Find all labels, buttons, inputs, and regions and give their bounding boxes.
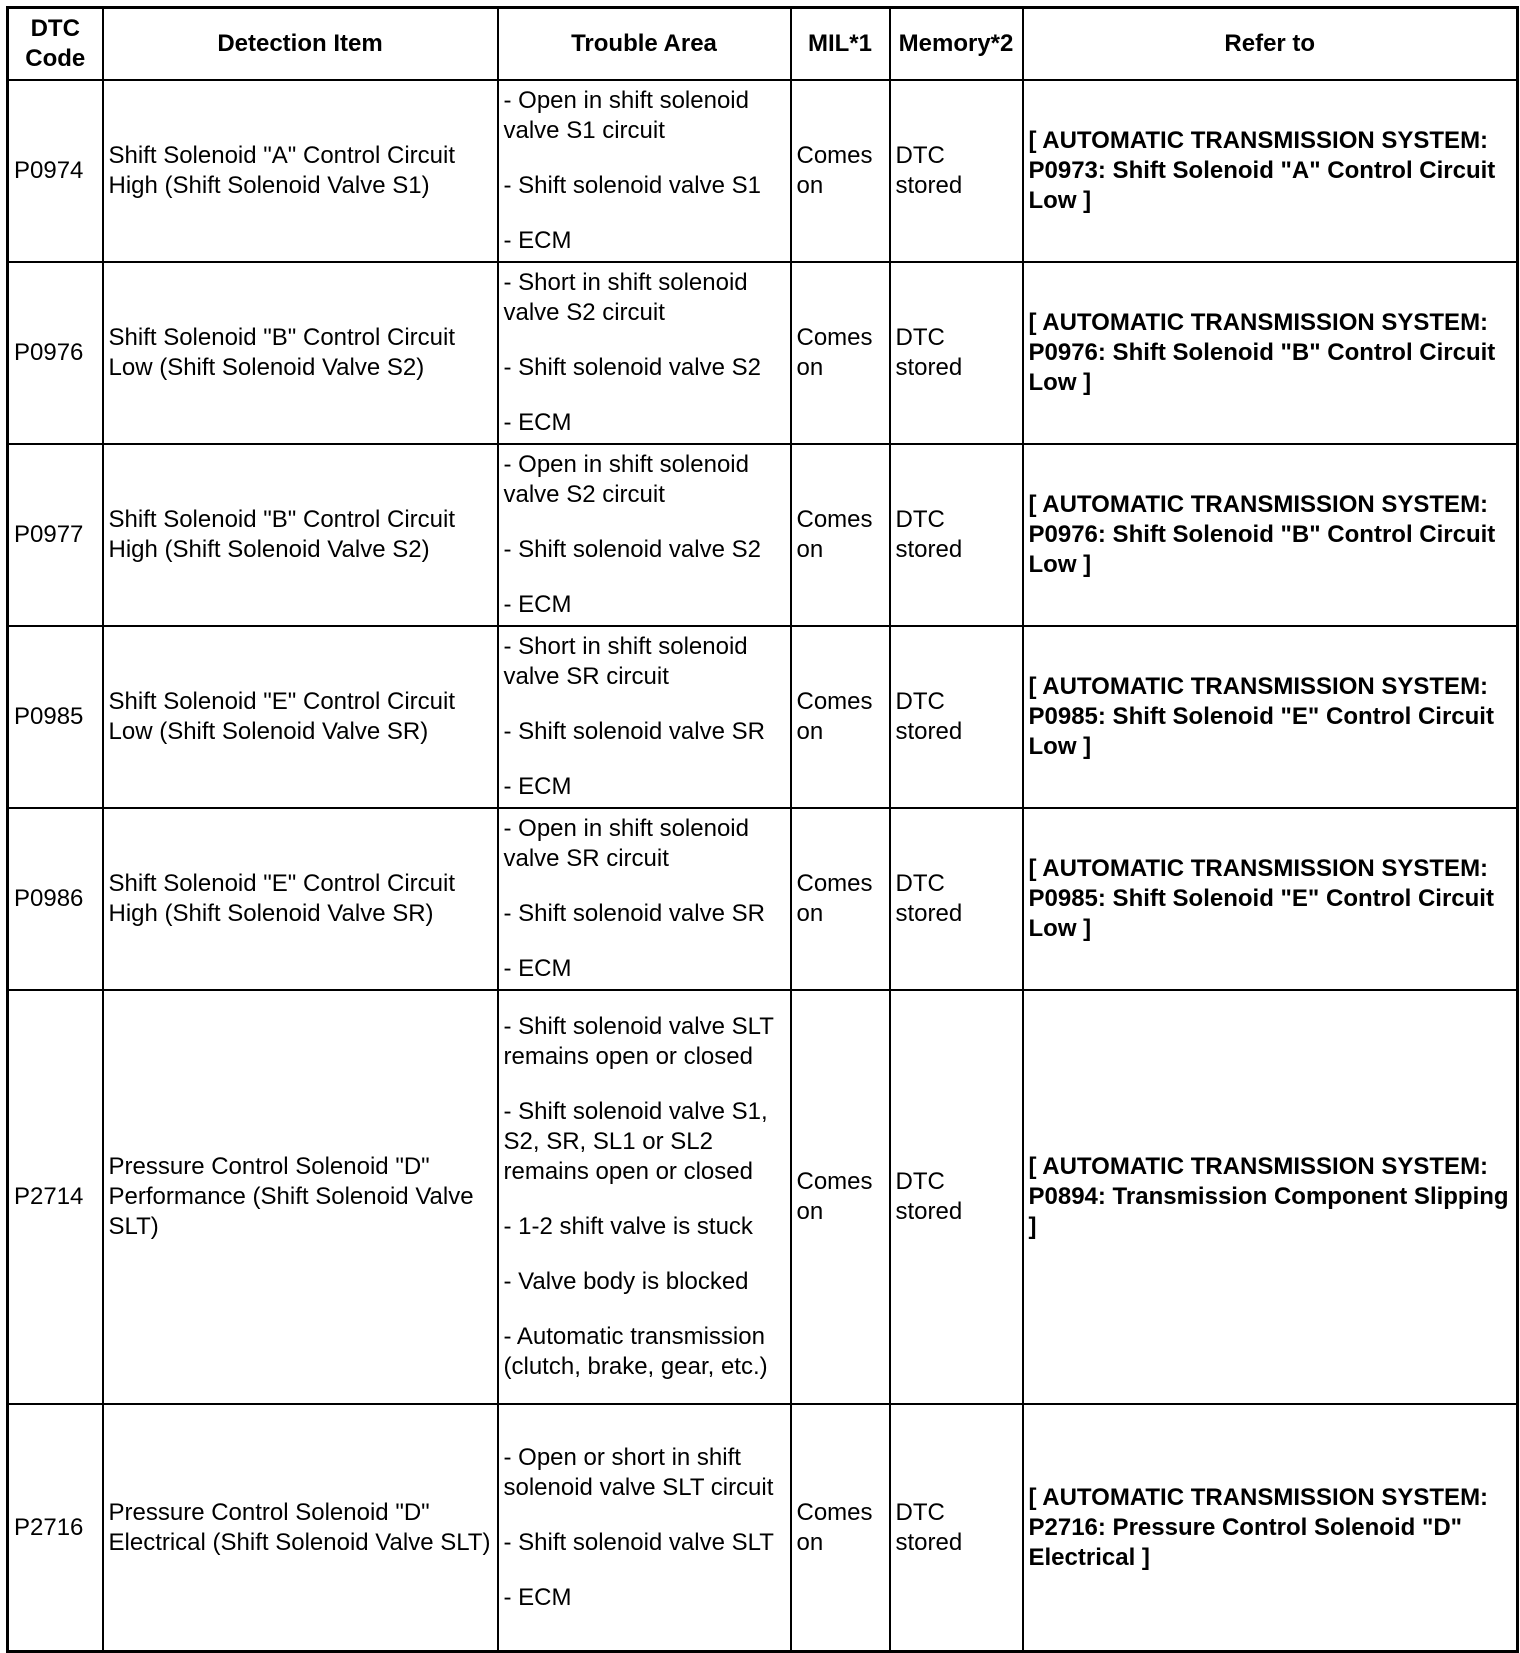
header-memory: Memory*2: [890, 8, 1023, 81]
header-refer-to: Refer to: [1023, 8, 1518, 81]
dtc-code-cell: P0976: [8, 262, 103, 444]
memory-cell: DTC stored: [890, 990, 1023, 1404]
mil-cell: Comes on: [791, 808, 890, 990]
trouble-area-item: - Short in shift solenoid valve S2 circuit: [503, 269, 748, 326]
mil-cell: Comes on: [791, 80, 890, 262]
memory-cell: DTC stored: [890, 444, 1023, 626]
table-body: [8, 80, 1518, 1652]
memory-cell: DTC stored: [890, 80, 1023, 262]
detection-item-cell: Shift Solenoid "B" Control Circuit Low (Shift Solenoid Valve S2): [103, 262, 498, 444]
mil-cell: Comes on: [791, 626, 890, 808]
trouble-area-item: - ECM: [503, 955, 572, 982]
detection-item-cell: Shift Solenoid "E" Control Circuit Low (Shift Solenoid Valve SR): [103, 626, 498, 808]
header-row: [8, 8, 1518, 81]
detection-item-cell: Shift Solenoid "B" Control Circuit High (Shift Solenoid Valve S2): [103, 444, 498, 626]
dtc-code-cell: P0977: [8, 444, 103, 626]
header-mil: MIL*1: [791, 8, 890, 81]
dtc-code-cell: P2716: [8, 1404, 103, 1652]
memory-cell: DTC stored: [890, 1404, 1023, 1652]
trouble-area-item: - ECM: [503, 409, 572, 436]
detection-item-cell: Pressure Control Solenoid "D" Performance (Shift Solenoid Valve SLT): [103, 990, 498, 1404]
trouble-area-item: - ECM: [503, 1583, 572, 1611]
trouble-area-cell: [498, 808, 791, 990]
dtc-table: [6, 6, 1519, 1653]
trouble-area-item: - Shift solenoid valve S2: [503, 536, 761, 563]
trouble-area-item: - Open in shift solenoid valve SR circuit: [503, 815, 749, 872]
memory-cell: DTC stored: [890, 626, 1023, 808]
refer-to-link[interactable]: [ AUTOMATIC TRANSMISSION SYSTEM: P0976: Shift Solenoid "B" Control Circuit Low ]: [1023, 262, 1518, 444]
detection-item-cell: Pressure Control Solenoid "D" Electrical (Shift Solenoid Valve SLT): [103, 1404, 498, 1652]
refer-to-link[interactable]: [ AUTOMATIC TRANSMISSION SYSTEM: P0985: Shift Solenoid "E" Control Circuit Low ]: [1023, 626, 1518, 808]
trouble-area-cell: [498, 262, 791, 444]
trouble-area-item: - Open or short in shift solenoid valve SLT circuit: [503, 1443, 774, 1501]
mil-cell: Comes on: [791, 1404, 890, 1652]
trouble-area-item: - 1-2 shift valve is stuck: [503, 1213, 753, 1240]
dtc-code-cell: P0986: [8, 808, 103, 990]
table-row: [8, 626, 1518, 808]
trouble-area-item: - ECM: [503, 227, 572, 254]
trouble-area-item: - ECM: [503, 591, 572, 618]
trouble-area-item: - Shift solenoid valve SR: [503, 900, 765, 927]
trouble-area-item: - Valve body is blocked: [503, 1268, 749, 1295]
mil-cell: Comes on: [791, 990, 890, 1404]
trouble-area-item: - Shift solenoid valve S2: [503, 354, 761, 381]
table-row: [8, 990, 1518, 1404]
refer-to-link[interactable]: [ AUTOMATIC TRANSMISSION SYSTEM: P2716: Pressure Control Solenoid "D" Electrical ]: [1023, 1404, 1518, 1652]
refer-to-link[interactable]: [ AUTOMATIC TRANSMISSION SYSTEM: P0894: Transmission Component Slipping ]: [1023, 990, 1518, 1404]
detection-item-cell: Shift Solenoid "E" Control Circuit High (Shift Solenoid Valve SR): [103, 808, 498, 990]
trouble-area-cell: [498, 444, 791, 626]
dtc-code-cell: P0985: [8, 626, 103, 808]
header-trouble-area: Trouble Area: [498, 8, 791, 81]
refer-to-link[interactable]: [ AUTOMATIC TRANSMISSION SYSTEM: P0976: Shift Solenoid "B" Control Circuit Low ]: [1023, 444, 1518, 626]
refer-to-link[interactable]: [ AUTOMATIC TRANSMISSION SYSTEM: P0985: Shift Solenoid "E" Control Circuit Low ]: [1023, 808, 1518, 990]
table-row: [8, 808, 1518, 990]
trouble-area-cell: [498, 990, 791, 1404]
trouble-area-item: - Shift solenoid valve S1, S2, SR, SL1 or SL2 remains open or closed: [503, 1098, 768, 1185]
trouble-area-item: - Open in shift solenoid valve S2 circuit: [503, 451, 749, 508]
trouble-area-item: - Shift solenoid valve SLT remains open or closed: [503, 1013, 774, 1070]
trouble-area-item: - Automatic transmission (clutch, brake, gear, etc.): [503, 1323, 768, 1380]
trouble-area-cell: [498, 80, 791, 262]
dtc-code-cell: P2714: [8, 990, 103, 1404]
dtc-code-cell: P0974: [8, 80, 103, 262]
table-row: [8, 1404, 1518, 1652]
table-row: [8, 444, 1518, 626]
trouble-area-cell: [498, 626, 791, 808]
table-row: [8, 262, 1518, 444]
trouble-area-item: - Shift solenoid valve S1: [503, 172, 761, 199]
trouble-area-item: - Short in shift solenoid valve SR circuit: [503, 633, 748, 690]
trouble-area-item: - Shift solenoid valve SLT: [503, 1528, 774, 1556]
trouble-area-item: - Open in shift solenoid valve S1 circuit: [503, 87, 749, 144]
trouble-area-item: - ECM: [503, 773, 572, 800]
mil-cell: Comes on: [791, 444, 890, 626]
header-dtc-code: DTC Code: [8, 8, 103, 81]
trouble-area-item: - Shift solenoid valve SR: [503, 718, 765, 745]
header-detection-item: Detection Item: [103, 8, 498, 81]
memory-cell: DTC stored: [890, 808, 1023, 990]
mil-cell: Comes on: [791, 262, 890, 444]
refer-to-link[interactable]: [ AUTOMATIC TRANSMISSION SYSTEM: P0973: Shift Solenoid "A" Control Circuit Low ]: [1023, 80, 1518, 262]
memory-cell: DTC stored: [890, 262, 1023, 444]
table-row: [8, 80, 1518, 262]
detection-item-cell: Shift Solenoid "A" Control Circuit High (Shift Solenoid Valve S1): [103, 80, 498, 262]
trouble-area-cell: [498, 1404, 791, 1652]
